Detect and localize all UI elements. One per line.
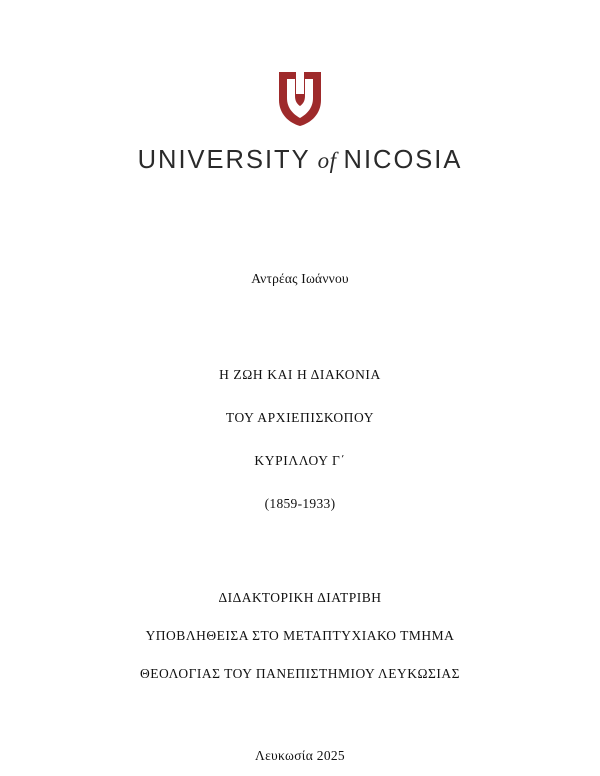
degree-line-3: ΘΕΟΛΟΓΙΑΣ ΤΟΥ ΠΑΝΕΠΙΣΤΗΜΙΟΥ ΛΕΥΚΩΣΙΑΣ (140, 666, 460, 681)
university-logo (138, 70, 463, 175)
title-line-3: ΚΥΡΙΛΛΟΥ Γ΄ (254, 453, 346, 468)
title-years: (1859-1933) (264, 496, 336, 511)
title-line-1: Η ΖΩΗ ΚΑΙ Η ΔΙΑΚΟΝΙΑ (219, 367, 381, 382)
title-line-2: ΤΟΥ ΑΡΧΙΕΠΙΣΚΟΠΟΥ (225, 410, 375, 425)
thesis-title (219, 367, 381, 512)
degree-line-2: ΥΠΟΒΛΗΘΕΙΣΑ ΣΤΟ ΜΕΤΑΠΤΥΧΙΑΚΟ ΤΜΗΜΑ (145, 628, 455, 643)
degree-line-1: ΔΙΔΑΚΤΟΡΙΚΗ ΔΙΑΤΡΙΒΗ (218, 590, 382, 605)
degree-statement (140, 590, 460, 682)
wordmark-nicosia: NICOSIA (343, 146, 463, 174)
place-and-date: Λευκωσία 2025 (255, 748, 345, 763)
author-name: Αντρέας Ιωάννου (251, 271, 349, 286)
shield-icon (273, 70, 327, 128)
wordmark-of: of (317, 148, 337, 173)
university-wordmark (138, 146, 463, 175)
wordmark-university: UNIVERSITY (137, 146, 311, 174)
